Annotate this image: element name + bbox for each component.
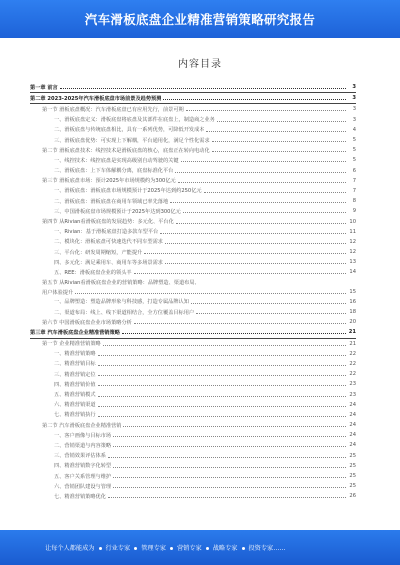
toc-page-number: 12	[349, 249, 356, 256]
toc-entry-title: 三、营销效果评估体系	[54, 453, 106, 460]
toc-leader-dots	[113, 446, 346, 447]
toc-page-number: 21	[349, 340, 356, 347]
toc-entry-title: 三、精准营销定位	[54, 371, 96, 378]
toc-entry-title: 第四节 从Rivian看滑板底盘的发展趋势：多元化、平台化	[42, 219, 174, 226]
bullet-dot-icon	[206, 547, 209, 550]
toc-entry[interactable]	[30, 176, 356, 186]
footer-item: 投资专家……	[248, 545, 286, 552]
toc-entry[interactable]	[30, 247, 356, 257]
toc-leader-dots	[113, 487, 346, 488]
bullet-dot-icon	[99, 547, 102, 550]
toc-entry-title: 六、精准营销渠道	[54, 402, 96, 409]
toc-entry[interactable]	[30, 339, 356, 349]
toc-leader-dots	[178, 182, 346, 183]
toc-page-number: 24	[349, 442, 356, 449]
toc-page-number: 12	[349, 238, 356, 245]
toc-entry-title: 二、营销渠道与内容策略	[54, 442, 112, 449]
toc-leader-dots	[98, 355, 346, 356]
toc-page-number: 3	[352, 106, 356, 113]
toc-entry-title: 第一章 前言	[30, 84, 58, 91]
toc-leader-dots	[165, 243, 346, 244]
toc-page-number: 24	[349, 432, 356, 439]
toc-entry-title: 第三章 汽车滑板底盘企业精准营销策略	[30, 329, 120, 336]
toc-leader-dots	[134, 323, 346, 324]
toc-entry-title: 一、滑板底盘定义：滑板底盘将底盘及其部件在底盘上，制造商之业务	[54, 117, 215, 124]
toc-page-number: 16	[349, 298, 356, 305]
toc-entry-title: 四、精准营销数字化转型	[54, 463, 112, 470]
toc-entry-title: 二、滑板底盘：上下车体解耦分离，底盘标准化平台	[54, 168, 174, 175]
toc-page-number: 23	[349, 391, 356, 398]
toc-page-number: 7	[352, 187, 356, 194]
toc-page-number: 3	[352, 116, 356, 123]
toc-page-number: 5	[352, 157, 356, 164]
footer-item: 战略专家	[212, 545, 238, 552]
footer-banner	[0, 530, 400, 565]
toc-leader-dots	[217, 121, 346, 122]
footer-item: 营销专家	[177, 545, 202, 552]
toc-entry[interactable]	[30, 166, 356, 176]
toc-entry-title: 一、精准营销策略	[54, 351, 96, 358]
toc-entry-title: 二、精准营销目标	[54, 361, 96, 368]
toc-page-number: 25	[349, 473, 356, 480]
toc-entry[interactable]	[30, 327, 356, 338]
toc-page-number: 22	[349, 371, 356, 378]
toc-entry[interactable]	[30, 400, 356, 410]
toc-heading: 内容目录	[178, 59, 222, 70]
toc-page-number: 5	[352, 147, 356, 154]
toc-entry-title: 三、中国滑板底盘市场规模预计于2025年达到300亿元	[54, 208, 181, 215]
toc-entry[interactable]	[30, 420, 356, 430]
bullet-dot-icon	[170, 547, 173, 550]
toc-entry[interactable]	[30, 82, 356, 93]
toc-entry-title: 第三节 滑板底盘市场：预计2025年市场规模约为300亿元	[42, 178, 176, 185]
toc-leader-dots	[122, 333, 346, 334]
table-of-contents	[30, 82, 356, 502]
toc-leader-dots	[144, 253, 346, 254]
toc-leader-dots	[176, 223, 346, 224]
footer-lead: 让每个人都能成为	[45, 545, 95, 552]
toc-page-number: 24	[349, 401, 356, 408]
toc-entry-title: 第二章 2023-2025年汽车滑板底盘市场前景及趋势预测	[30, 95, 162, 102]
footer-item: 管理专家	[141, 545, 166, 552]
toc-entry-title: 用户体验提升	[42, 289, 74, 296]
toc-leader-dots	[165, 263, 346, 264]
toc-entry[interactable]	[30, 481, 356, 491]
toc-page-number: 10	[349, 218, 356, 225]
toc-entry-title: 二、模块化：滑板底盘可快速迭代不同车型需求	[54, 239, 163, 246]
toc-entry[interactable]	[30, 288, 356, 297]
toc-leader-dots	[103, 345, 346, 346]
toc-leader-dots	[134, 273, 346, 274]
toc-leader-dots	[191, 303, 346, 304]
toc-entry-title: 第五节 从Rivian看滑板底盘企业的营销策略：品牌塑造、渠道布局、	[42, 280, 200, 287]
toc-entry[interactable]	[30, 491, 356, 501]
toc-entry-title: 第二节 滑板底盘技术：线控技术是滑板底盘的核心，底盘正在转向电动化	[42, 147, 210, 154]
toc-leader-dots	[113, 467, 346, 468]
toc-entry[interactable]	[30, 440, 356, 450]
toc-entry-title: 第一节 滑板底盘概况：汽车滑板底盘已有应用先行，前景可期	[42, 106, 184, 113]
toc-entry[interactable]	[30, 237, 356, 247]
header-banner	[0, 0, 400, 38]
toc-leader-dots	[160, 233, 346, 234]
toc-leader-dots	[108, 497, 346, 498]
toc-page-number: 7	[352, 177, 356, 184]
toc-leader-dots	[113, 436, 346, 437]
toc-entry[interactable]	[30, 389, 356, 399]
toc-page-number: 8	[352, 198, 356, 205]
toc-entry-title: 二、滑板底盘与传统底盘相比，具有一系列优势，可降低开发成本	[54, 127, 205, 134]
toc-page-number: 23	[349, 381, 356, 388]
toc-page-number: 24	[349, 411, 356, 418]
toc-leader-dots	[98, 375, 346, 376]
toc-page-number: 26	[349, 493, 356, 500]
toc-page-number: 20	[349, 319, 356, 326]
toc-entry-title: 一、Rivian：基于滑板底盘打造多款车型平台	[54, 229, 159, 236]
toc-entry-title: 二、滑板底盘：滑板底盘在商用车领域已率先落地	[54, 198, 169, 205]
toc-page-number: 13	[349, 259, 356, 266]
toc-entry[interactable]	[30, 155, 356, 165]
toc-entry[interactable]	[30, 359, 356, 369]
toc-entry-title: 第一节 企业精准营销策略	[42, 341, 101, 348]
toc-leader-dots	[75, 293, 346, 294]
toc-leader-dots	[98, 416, 346, 417]
toc-entry-title: 五、REE：滑板底盘企业的领头羊	[54, 269, 132, 276]
toc-entry[interactable]	[30, 216, 356, 226]
toc-entry[interactable]	[30, 186, 356, 196]
toc-leader-dots	[60, 88, 346, 89]
toc-entry-title: 一、线控技术：线控底盘是实现高级别自动驾驶的关键	[54, 157, 179, 164]
toc-entry-title: 五、客户关系管理与维护	[54, 473, 112, 480]
toc-page-number: 6	[352, 167, 356, 174]
toc-entry[interactable]	[30, 379, 356, 389]
toc-entry[interactable]	[30, 227, 356, 237]
toc-entry[interactable]	[30, 451, 356, 461]
bullet-dot-icon	[134, 547, 137, 550]
toc-page-number: 22	[349, 360, 356, 367]
toc-entry-title: 七、精准营销策略优化	[54, 493, 106, 500]
toc-leader-dots	[98, 365, 346, 366]
toc-entry-title: 六、营销团队建设与管理	[54, 483, 112, 490]
toc-entry[interactable]	[30, 115, 356, 125]
toc-page-number: 11	[349, 228, 356, 235]
footer-slogan	[0, 543, 286, 552]
toc-page-number: 3	[352, 84, 356, 91]
toc-page-number: 18	[349, 309, 356, 316]
report-title: 汽车滑板底盘企业精准营销策略研究报告	[84, 12, 316, 27]
toc-leader-dots	[204, 192, 346, 193]
toc-page-number: 25	[349, 462, 356, 469]
toc-leader-dots	[98, 396, 346, 397]
toc-entry-title: 一、品牌塑造：塑造品牌形象与科技感，打造专属品牌认知	[54, 299, 189, 306]
toc-page-number: 3	[352, 95, 356, 102]
toc-entry[interactable]	[30, 461, 356, 471]
toc-entry[interactable]	[30, 104, 356, 114]
toc-entry[interactable]	[30, 267, 356, 277]
toc-entry[interactable]	[30, 410, 356, 420]
toc-entry-title: 第六节 中国滑板底盘企业市场策略分析	[42, 319, 132, 326]
toc-leader-dots	[196, 313, 346, 314]
toc-page-number: 4	[352, 126, 356, 133]
toc-leader-dots	[212, 141, 346, 142]
toc-page-number: 25	[349, 452, 356, 459]
toc-entry-title: 七、精准营销执行	[54, 412, 96, 419]
toc-leader-dots	[206, 131, 346, 132]
toc-leader-dots	[108, 457, 346, 458]
toc-entry-title: 三、平台化：研发周期缩短，产能提升	[54, 249, 143, 256]
toc-entry[interactable]	[30, 93, 356, 104]
toc-entry-title: 一、客户画像与目标市场	[54, 432, 112, 439]
toc-page-number: 21	[348, 329, 356, 336]
toc-leader-dots	[98, 385, 346, 386]
toc-page-number: 15	[349, 289, 356, 296]
toc-entry-title: 三、滑板底盘优势：可实现上下解耦，平台通用化，满足个性化需求	[54, 137, 210, 144]
toc-entry[interactable]	[30, 349, 356, 359]
toc-leader-dots	[175, 172, 346, 173]
footer-item: 行业专家	[105, 545, 131, 552]
toc-entry[interactable]	[30, 317, 356, 327]
toc-leader-dots	[181, 161, 346, 162]
toc-entry[interactable]	[30, 125, 356, 135]
toc-leader-dots	[186, 110, 346, 111]
toc-entry[interactable]	[30, 145, 356, 155]
toc-entry[interactable]	[30, 206, 356, 216]
toc-leader-dots	[98, 406, 346, 407]
toc-entry-title: 五、精准营销模式	[54, 392, 96, 399]
toc-page-number: 24	[349, 422, 356, 429]
toc-page-number: 22	[349, 350, 356, 357]
toc-entry-title: 二、渠道布局：线上、线下渠道相结合，全方位覆盖目标用户	[54, 309, 195, 316]
toc-entry[interactable]	[30, 471, 356, 481]
toc-entry[interactable]	[30, 369, 356, 379]
toc-entry-title: 一、滑板底盘：滑板底盘市场规模预计于2025年达到约250亿元	[54, 188, 202, 195]
bullet-dot-icon	[242, 547, 245, 550]
toc-entry-title: 四、精准营销价值	[54, 381, 96, 388]
toc-page-number: 9	[352, 208, 356, 215]
toc-entry-title: 第二节 汽车滑板底盘企业精准营销	[42, 422, 122, 429]
toc-page-number: 5	[352, 137, 356, 144]
toc-page-number: 25	[349, 483, 356, 490]
toc-entry-title: 四、多元化：满足乘用车、商用车等多场景需求	[54, 259, 163, 266]
toc-leader-dots	[170, 202, 346, 203]
toc-page-number: 14	[349, 269, 356, 276]
toc-entry[interactable]	[30, 278, 356, 288]
toc-leader-dots	[212, 151, 346, 152]
toc-entry[interactable]	[30, 297, 356, 307]
toc-entry[interactable]	[30, 196, 356, 206]
toc-entry[interactable]	[30, 257, 356, 267]
toc-leader-dots	[123, 426, 346, 427]
toc-entry[interactable]	[30, 135, 356, 145]
toc-leader-dots	[113, 477, 346, 478]
toc-entry[interactable]	[30, 430, 356, 440]
toc-entry[interactable]	[30, 307, 356, 317]
toc-leader-dots	[183, 212, 346, 213]
toc-leader-dots	[163, 99, 346, 100]
